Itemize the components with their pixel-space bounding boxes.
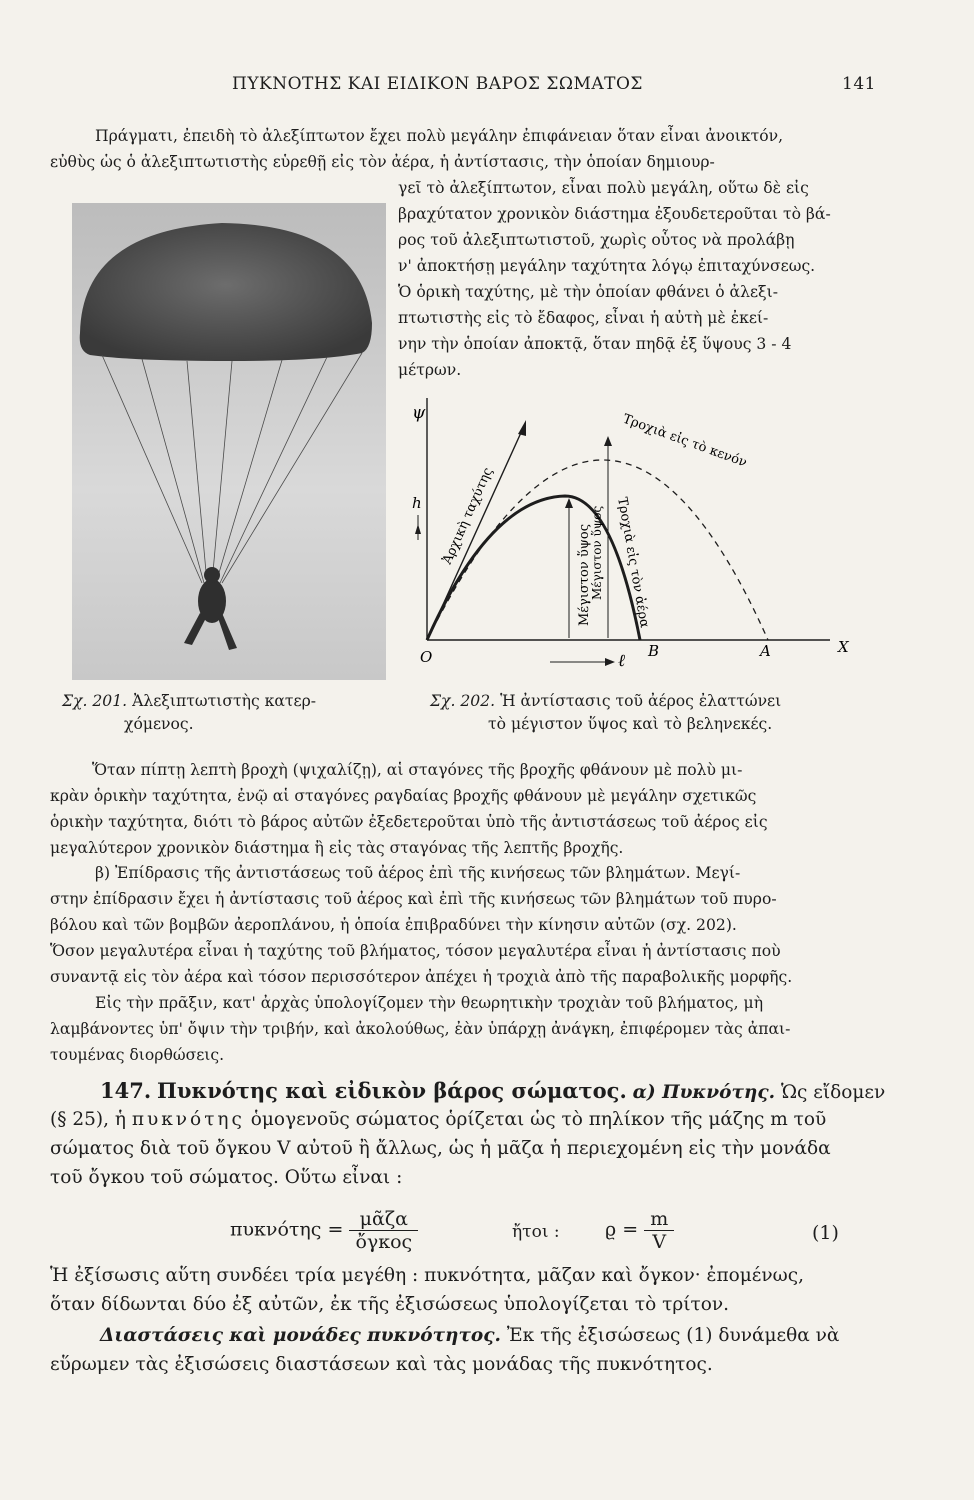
text-line: β) Ἐπίδρασις τῆς ἀντιστάσεως τοῦ ἀέρος ἐπὶ τῆς κινήσεως τῶν βλημάτων. Μεγί-	[95, 864, 741, 882]
density-formula-symbols	[605, 1208, 674, 1253]
B-label: B	[648, 642, 660, 660]
section-line2-rest: ὁμογενοῦς σώματος ὁρίζεται ὡς τὸ πηλίκον τῆς μάζης m τοῦ	[250, 1109, 827, 1130]
text-line: Ὅταν πίπτῃ λεπτὴ βροχὴ (ψιχαλίζῃ), αἱ σταγόνες τῆς βροχῆς φθάνουν μὲ πολὺ μι-	[92, 761, 743, 779]
text-line: Ὁ ὁρικὴ ταχύτης, μὲ τὴν ὁποίαν φθάνει ὁ ἀλεξι-	[398, 283, 779, 301]
text-line: μεγαλύτερον χρονικὸν διάστημα ἢ εἰς τὰς σταγόνας τῆς λεπτῆς βροχῆς.	[50, 839, 624, 857]
max-height-vacuum-arrowhead	[604, 436, 612, 446]
text-line: Εἰς τὴν πρᾶξιν, κατ' ἀρχὰς ὑπολογίζομεν τὴν θεωρητικὴν τροχιὰν τοῦ βλήματος, μὴ	[95, 994, 764, 1012]
l-label: ℓ	[618, 651, 626, 671]
page-number: 141	[842, 74, 876, 94]
max-height-air-label: Μέγιστον ὕψος	[577, 523, 592, 626]
figure-202-caption	[430, 690, 781, 712]
text-line: ὅταν δίδωνται δύο ἐξ αὐτῶν, ἐκ τῆς ἐξισώσεως ὑπολογίζεται τὸ τρίτον.	[50, 1294, 730, 1315]
l-arrowhead	[605, 658, 615, 666]
figure-201-caption	[62, 690, 316, 712]
trajectory-diagram	[390, 390, 870, 680]
air-trajectory-label: Τροχιὰ εἰς τὸν ἀέρα	[614, 496, 652, 629]
figure-202-caption-line2: τὸ μέγιστον ὕψος καὶ τὸ βεληνεκές.	[488, 715, 773, 733]
section-title: Πυκνότης καὶ εἰδικὸν βάρος σώματος.	[157, 1078, 627, 1103]
text-line: νην τὴν ὁποίαν ἀποκτᾷ, ὅταν πηδᾷ ἐξ ὕψους 3 - 4	[398, 335, 792, 353]
section-line3: σώματος διὰ τοῦ ὄγκου V αὐτοῦ ἢ ἄλλως, ὡς ἡ μᾶζα ἡ περιεχομένη εἰς τὴν μονάδα	[50, 1138, 831, 1159]
text-line: λαμβάνοντες ὑπ' ὄψιν τὴν τριβήν, καὶ ἀκολούθως, ἐὰν ὑπάρχῃ ἀνάγκη, ἐπιφέρομεν τὰς ἀπαι-	[50, 1020, 791, 1038]
text-line: βραχύτατον χρονικὸν διάστημα ἐξουδετεροῦται τὸ βά-	[398, 205, 831, 223]
text-line: Πράγματι, ἐπειδὴ τὸ ἀλεξίπτωτον ἔχει πολὺ μεγάλην ἐπιφάνειαν ὅταν εἶναι ἀνοικτόν,	[95, 127, 784, 145]
text-line: ν' ἀποκτήσῃ μεγάλην ταχύτητα λόγῳ ἐπιταχύνσεως.	[398, 257, 816, 275]
formula-denominator-V: V	[652, 1231, 667, 1253]
formula-connector: ἤτοι :	[512, 1222, 560, 1242]
text-line: Ὅσον μεγαλυτέρα εἶναι ἡ ταχύτης τοῦ βλήματος, τόσον μεγαλυτέρα εἶναι ἡ ἀντίστασις ποὺ	[50, 942, 781, 960]
text-line: στην ἐπίδρασιν ἔχει ἡ ἀντίστασις τοῦ ἀέρος καὶ ἐπὶ τῆς κινήσεως τῶν βλημάτων τοῦ πυρο-	[50, 890, 777, 908]
figure-201-label: Σχ. 201.	[62, 692, 128, 710]
text-line: γεῖ τὸ ἀλεξίπτωτον, εἶναι πολὺ μεγάλη, οὕτω δὲ εἰς	[398, 179, 809, 197]
section-heading-line	[100, 1077, 885, 1107]
text-line: εὐθὺς ὡς ὁ ἀλεξιπτωτιστὴς εὑρεθῇ εἰς τὸν ἀέρα, ἡ ἀντίστασις, τὴν ὁποίαν δημιουρ-	[50, 153, 715, 171]
text-line: μέτρων.	[398, 361, 462, 379]
text-line: Ἡ ἐξίσωσις αὕτη συνδέει τρία μεγέθη : πυκνότητα, μᾶζαν καὶ ὄγκον· ἐπομένως,	[50, 1265, 804, 1286]
section-line4: τοῦ ὄγκου τοῦ σώματος. Οὕτω εἶναι :	[50, 1167, 403, 1188]
h-label: h	[412, 494, 422, 512]
velocity-arrowhead	[518, 420, 526, 436]
section-line2	[50, 1106, 826, 1134]
chapter-title: ΠΥΚΝΟΤΗΣ ΚΑΙ ΕΙΔΙΚΟΝ ΒΑΡΟΣ ΣΩΜΑΤΟΣ	[232, 74, 643, 94]
text-line: κρὰν ὁρικὴν ταχύτητα, ἐνῷ αἱ σταγόνες ραγδαίας βροχῆς φθάνουν μὲ μεγάλην σχετικῶς	[50, 787, 757, 805]
x-label: X	[838, 638, 849, 656]
text-line: εὕρωμεν τὰς ἐξισώσεις διαστάσεων καὶ τὰς μονάδας τῆς πυκνότητος.	[50, 1354, 713, 1375]
figure-202-caption-line1: Ἡ ἀντίστασις τοῦ ἀέρος ἐλαττώνει	[500, 692, 782, 710]
h-arrowhead	[415, 524, 421, 534]
origin-label: O	[420, 648, 433, 666]
text-line: πτωτιστὴς εἰς τὸ ἔδαφος, εἶναι ἡ αὐτὴ μὲ ἐκεί-	[398, 309, 769, 327]
max-height-vacuum-label: Μέγιστον ὕψος	[590, 505, 604, 600]
formula-denominator: ὄγκος	[355, 1231, 413, 1253]
parachutist-photo	[72, 203, 386, 680]
text-line: βόλου καὶ τῶν βομβῶν ἀεροπλάνου, ἡ ὁποία ἐπιβραδύνει τὴν κίνησιν αὐτῶν (σχ. 202).	[50, 916, 737, 934]
formula-equals: =	[327, 1218, 344, 1241]
section-line2-pre: (§ 25), ἡ	[50, 1109, 126, 1130]
term-density: πυκνότης	[131, 1109, 245, 1130]
formula-fraction-symbols	[644, 1208, 674, 1253]
psi-label: ψ	[412, 403, 426, 423]
formula-rho: ϱ	[605, 1218, 617, 1241]
figure-201-caption-line2: χόμενος.	[124, 715, 194, 733]
dimensions-heading: Διαστάσεις καὶ μονάδες πυκνότητος.	[100, 1325, 501, 1346]
text-line: ὁρικὴν ταχύτητα, διότι τὸ βάρος αὐτῶν ἐξεδετεροῦται ὑπὸ τῆς ἀντιστάσεως τοῦ ἀέρος εἰς	[50, 813, 768, 831]
initial-velocity-label: Ἀρχικὴ ταχύτης	[439, 465, 496, 567]
A-label: A	[760, 642, 771, 660]
density-formula	[230, 1208, 418, 1253]
vacuum-trajectory-label: Τροχιὰ εἰς τὸ κενόν	[620, 411, 749, 471]
text-line: ρος τοῦ ἀλεξιπτωτιστοῦ, χωρὶς οὗτος νὰ προλάβῃ	[398, 231, 795, 249]
text-line: τουμένας διορθώσεις.	[50, 1046, 225, 1064]
formula-equals-2: =	[622, 1218, 639, 1241]
formula-lhs: πυκνότης	[230, 1218, 322, 1241]
section-line1-rest: Ὡς εἴδομεν	[780, 1082, 886, 1103]
text-line: συναντᾷ εἰς τὸν ἀέρα καὶ τόσον περισσότερον ἀπέχει ἡ τροχιὰ ἀπὸ τῆς παραβολικῆς μορφῆς.	[50, 968, 793, 986]
max-height-air-arrowhead	[565, 498, 573, 508]
subsection-a-title: α) Πυκνότης.	[632, 1082, 776, 1103]
figure-202-label: Σχ. 202.	[430, 692, 496, 710]
figure-201-caption-line1: Ἀλεξιπτωτιστὴς κατερ-	[132, 692, 317, 710]
equation-number: (1)	[812, 1222, 839, 1244]
paragraph5-line1-rest: Ἐκ τῆς ἐξισώσεως (1) δυνάμεθα νὰ	[506, 1325, 840, 1346]
text-line	[100, 1322, 839, 1350]
formula-numerator: μᾶζα	[349, 1208, 418, 1231]
formula-fraction-words	[349, 1208, 418, 1253]
formula-numerator-m: m	[644, 1208, 674, 1231]
section-number: 147.	[100, 1078, 152, 1103]
